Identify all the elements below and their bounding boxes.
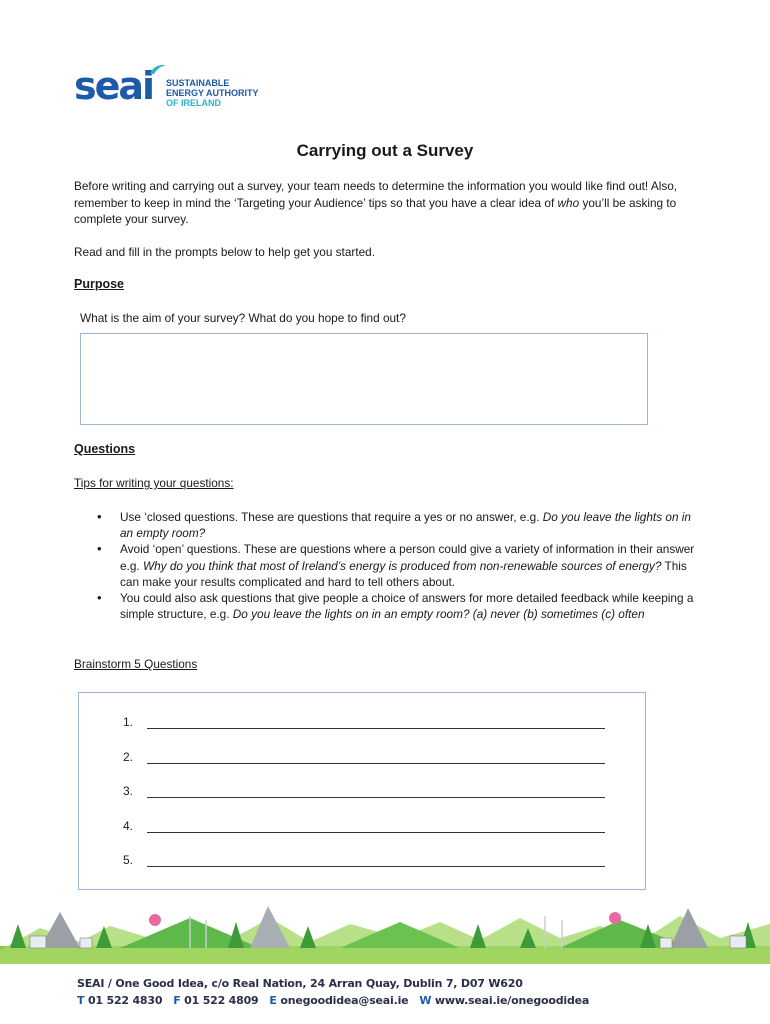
- instructions-paragraph: Read and fill in the prompts below to help get you started.: [74, 245, 375, 259]
- footer-web[interactable]: www.seai.ie/onegoodidea: [434, 994, 590, 1007]
- brainstorm-answer-line[interactable]: [147, 715, 605, 729]
- footer-tel-label: T: [77, 994, 85, 1007]
- purpose-answer-box[interactable]: [80, 333, 648, 425]
- tip-text: Use ‘closed questions. These are questions that require a yes or no answer, e.g.: [120, 510, 543, 524]
- footer-contacts: [77, 992, 589, 1009]
- tip-item: [97, 590, 702, 622]
- brainstorm-answer-line[interactable]: [147, 784, 605, 798]
- brainstorm-number: 3.: [123, 784, 134, 798]
- brainstorm-number: 5.: [123, 853, 134, 867]
- tip-item: [97, 541, 702, 590]
- brainstorm-number: 1.: [123, 715, 134, 729]
- brainstorm-row-4: [123, 819, 605, 833]
- purpose-heading: Purpose: [74, 277, 125, 291]
- brainstorm-row-1: [123, 715, 605, 729]
- footer-web-label: W: [419, 994, 432, 1007]
- brainstorm-box: [78, 692, 646, 890]
- brainstorm-row-3: [123, 784, 605, 798]
- footer: [77, 975, 589, 1009]
- brainstorm-answer-line[interactable]: [147, 819, 605, 833]
- footer-tel: 01 522 4830: [87, 994, 163, 1007]
- brainstorm-row-2: [123, 750, 605, 764]
- footer-fax: 01 522 4809: [184, 994, 259, 1007]
- footer-email[interactable]: onegoodidea@seai.ie: [280, 994, 409, 1007]
- tips-list: [97, 509, 702, 622]
- intro-text-1: Before writing and carrying out a survey, your team needs to determine the information you would like find out! Also, remember to keep in mind the ‘Targeting your Audience’ tips so that you have a clear idea of: [74, 179, 678, 210]
- tips-heading: Tips for writing your questions:: [74, 476, 234, 490]
- footer-address: SEAI / One Good Idea, c/o Real Nation, 24 Arran Quay, Dublin 7, D07 W620: [77, 977, 523, 990]
- page-title: Carrying out a Survey: [296, 141, 474, 160]
- landscape-illustration: [0, 898, 770, 964]
- logo-tagline: [166, 78, 259, 108]
- brainstorm-heading: Brainstorm 5 Questions: [74, 657, 198, 671]
- logo-wordmark: seai: [74, 64, 154, 108]
- tip-example: Do you leave the lights on in an empty room?: [120, 510, 691, 541]
- footer-email-label: E: [269, 994, 277, 1007]
- intro-emphasis: who: [557, 195, 580, 210]
- footer-fax-label: F: [173, 994, 181, 1007]
- brainstorm-number: 4.: [123, 819, 134, 833]
- tip-text: Avoid ‘open’ questions. These are questions where a person could give a variety of information in their answer e.g.: [120, 542, 695, 573]
- tip-example: Do you leave the lights on in an empty room? (a) never (b) sometimes (c) often: [232, 607, 645, 622]
- logo-line-1: SUSTAINABLE: [166, 78, 230, 88]
- logo-line-2: ENERGY AUTHORITY: [166, 88, 259, 98]
- purpose-prompt: What is the aim of your survey? What do you hope to find out?: [80, 311, 406, 325]
- seai-logo: [74, 60, 274, 112]
- brainstorm-number: 2.: [123, 750, 134, 764]
- logo-line-3: OF IRELAND: [166, 98, 221, 108]
- tip-text: You could also ask questions that give people a choice of answers for more detailed feedback while keeping a simple structure, e.g.: [120, 591, 694, 622]
- tip-item: [97, 509, 702, 541]
- intro-paragraph: [74, 178, 704, 228]
- intro-text-2: you’ll be asking to complete your survey.: [74, 195, 677, 226]
- brainstorm-row-5: [123, 853, 605, 867]
- logo-swoosh-icon: [148, 62, 168, 76]
- tip-example: Why do you think that most of Ireland’s energy is produced from non-renewable sources of energy?: [142, 558, 662, 573]
- questions-heading: Questions: [74, 442, 136, 456]
- brainstorm-answer-line[interactable]: [147, 853, 605, 867]
- tip-text-after: This can make your results complicated and hard to tell others about.: [120, 558, 687, 589]
- brainstorm-answer-line[interactable]: [147, 750, 605, 764]
